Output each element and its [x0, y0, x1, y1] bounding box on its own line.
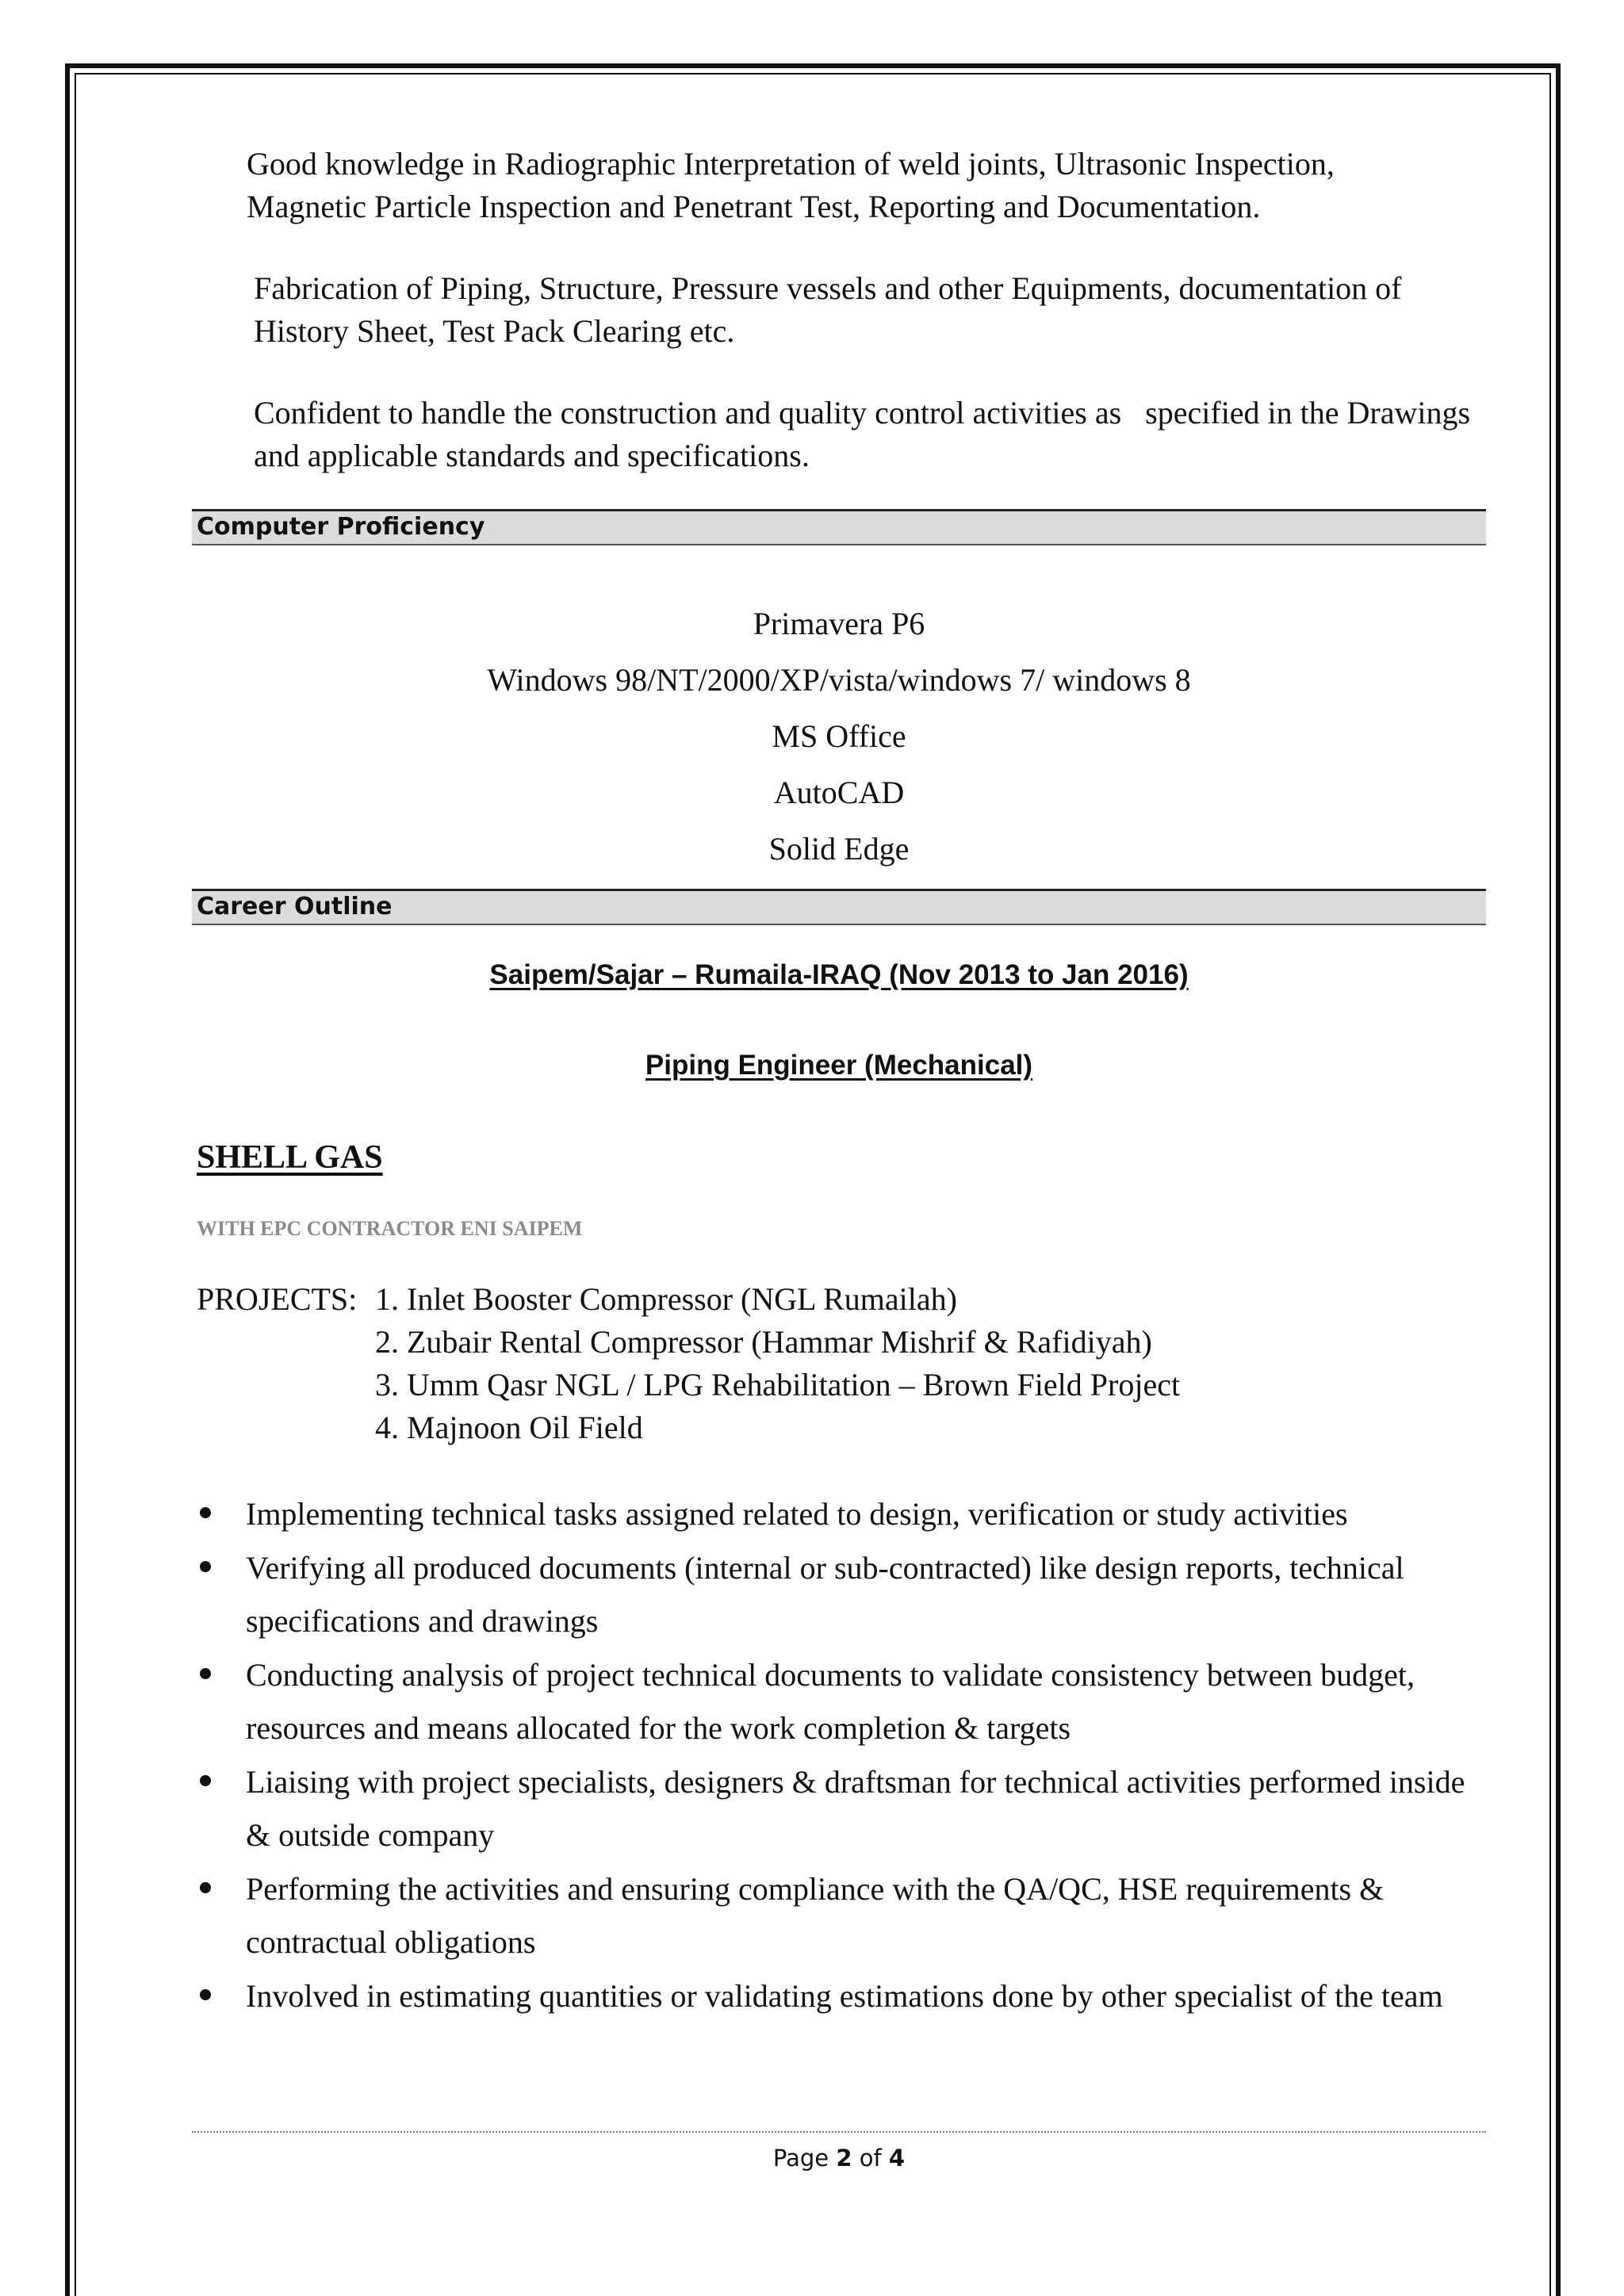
bullet-icon: [200, 1775, 211, 1786]
duty-text: Liaising with project specialists, designers & draftsman for technical activities performed inside & outside company: [246, 1764, 1465, 1853]
section-header-career-outline: Career Outline: [192, 889, 1486, 925]
duty-item: [246, 1862, 1491, 1969]
projects-label: PROJECTS:: [197, 1281, 358, 1317]
epc-contractor-note: WITH EPC CONTRACTOR ENI SAIPEM: [197, 1217, 583, 1240]
bullet-icon: [200, 1989, 211, 2000]
client-name: SHELL GAS: [197, 1139, 383, 1176]
footer-current-page: 2: [836, 2145, 852, 2172]
software-item: MS Office: [772, 718, 906, 754]
intro-paragraph-qc: Confident to handle the construction and quality control activities as specified in the Drawings and applicable standards and specifications.: [254, 395, 1479, 473]
duty-item: [246, 1648, 1491, 1755]
project-item: 2. Zubair Rental Compressor (Hammar Mishrif & Rafidiyah): [375, 1324, 1152, 1360]
footer-of-word: of: [859, 2145, 882, 2172]
duty-text: Implementing technical tasks assigned related to design, verification or study activities: [246, 1496, 1348, 1532]
duties-list: [246, 1487, 1491, 2023]
duty-item: [246, 1541, 1491, 1647]
bullet-icon: [200, 1668, 211, 1679]
footer-divider: [192, 2131, 1486, 2133]
software-item: Solid Edge: [768, 831, 910, 867]
duty-item: [246, 1487, 1491, 1540]
software-item: Primavera P6: [753, 606, 925, 641]
project-item: 1. Inlet Booster Compressor (NGL Rumailah): [375, 1281, 957, 1317]
duty-text: Verifying all produced documents (internal or sub-contracted) like design reports, technical specifications and drawings: [246, 1550, 1404, 1639]
job-title-heading: Piping Engineer (Mechanical): [645, 1050, 1033, 1081]
software-item: AutoCAD: [773, 775, 905, 810]
project-item: 3. Umm Qasr NGL / LPG Rehabilitation – Brown Field Project: [375, 1367, 1181, 1402]
bullet-icon: [200, 1882, 211, 1893]
bullet-icon: [200, 1507, 211, 1518]
duty-item: [246, 1755, 1491, 1862]
bullet-icon: [200, 1561, 211, 1572]
employer-heading: Saipem/Sajar – Rumaila-IRAQ (Nov 2013 to Jan 2016): [489, 959, 1189, 990]
project-item: 4. Majnoon Oil Field: [375, 1410, 643, 1445]
page-footer: [192, 2145, 1486, 2172]
intro-paragraph-fabrication: Fabrication of Piping, Structure, Pressure vessels and other Equipments, documentation of History Sheet, Test Pack Clearing etc.: [254, 270, 1402, 349]
duty-text: Performing the activities and ensuring compliance with the QA/QC, HSE requirements & contractual obligations: [246, 1871, 1385, 1960]
footer-page-word: Page: [772, 2145, 829, 2172]
duty-text: Conducting analysis of project technical documents to validate consistency between budget, resources and means allocated for the work completion & targets: [246, 1657, 1415, 1746]
intro-paragraph-ndt: Good knowledge in Radiographic Interpretation of weld joints, Ultrasonic Inspection, Magnetic Particle Inspection and Penetrant Test, Reporting and Documentation.: [247, 146, 1335, 224]
section-header-computer-proficiency: Computer Proficiency: [192, 509, 1486, 545]
duty-text: Involved in estimating quantities or validating estimations done by other specialist of the team: [246, 1978, 1443, 2014]
duty-item: [246, 1969, 1491, 2022]
footer-total-pages: 4: [888, 2145, 906, 2172]
software-item: Windows 98/NT/2000/XP/vista/windows 7/ windows 8: [487, 662, 1191, 698]
